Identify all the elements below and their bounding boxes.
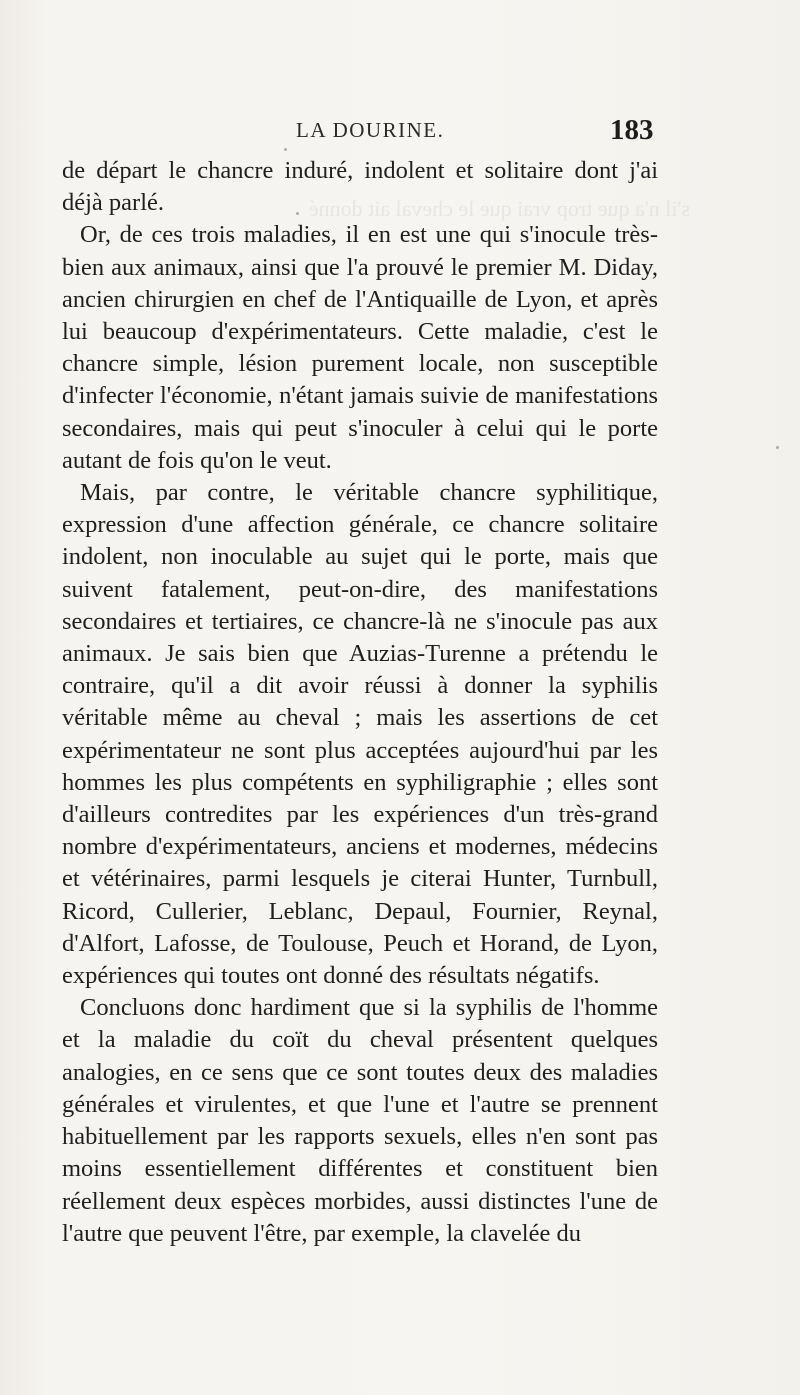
paragraph-4: Concluons donc hardiment que si la syphilis de l'homme et la maladie du coït du cheval présentent quelques analogies, en ce sens que ce sont toutes deux des maladies générales et virulentes, et que l'une et l'autre se prennent habituellement par les rapports sexuels, elles n'en sont pas moins essentiellement différentes et constituent bien réellement deux espèces morbides, aussi distinctes l'une de l'autre que peuvent l'être, par exemple, la clavelée du <box>62 994 658 1247</box>
paragraph-2: Or, de ces trois maladies, il en est une qui s'inocule très-bien aux animaux, ainsi que l'a prouvé le premier M. Diday, ancien chirurgien en chef de l'Antiquaille de Lyon, et après lui beaucoup d'expérimentateurs. Cette maladie, c'est le chancre simple, lésion purement locale, non susceptible d'infecter l'économie, n'étant jamais suivie de manifestations secondaires, mais qui peut s'inoculer à celui qui le porte autant de fois qu'on le veut. <box>62 221 658 474</box>
show-through-text: s'il n'a que trop vrai que le cheval ait donné <box>308 196 690 221</box>
body-text <box>62 155 658 1250</box>
paragraph-3: Mais, par contre, le véritable chancre syphilitique, expression d'une affection générale, ce chancre solitaire indolent, non inoculable au sujet qui le porte, mais que suivent fatalement, peut-on-dire, des manifestations secondaires et tertiaires, ce chancre-là ne s'inocule pas aux animaux. Je sais bien que Auzias-Turenne a prétendu le contraire, qu'il a dit avoir réussi à donner la syphilis véritable même au cheval ; mais les assertions de cet expérimentateur ne sont plus acceptées aujourd'hui par les hommes les plus compétents en syphiligraphie ; elles sont d'ailleurs contredites par les expériences d'un très-grand nombre d'expérimentateurs, anciens et modernes, médecins et vétérinaires, parmi lesquels je citerai Hunter, Turnbull, Ricord, Cullerier, Leblanc, Depaul, Fournier, Reynal, d'Alfort, Lafosse, de Toulouse, Peuch et Horand, de Lyon, expériences qui toutes ont donné des résultats négatifs. <box>62 479 658 990</box>
page-number: 183 <box>610 114 654 146</box>
paragraph-1: de départ le chancre induré, indolent et solitaire dont j'ai déjà parlé. <box>62 157 658 217</box>
ink-speck <box>776 446 779 449</box>
ink-speck <box>296 212 299 215</box>
running-title: LA DOURINE. <box>296 118 445 142</box>
page-header <box>0 114 800 148</box>
ink-speck <box>284 148 287 151</box>
